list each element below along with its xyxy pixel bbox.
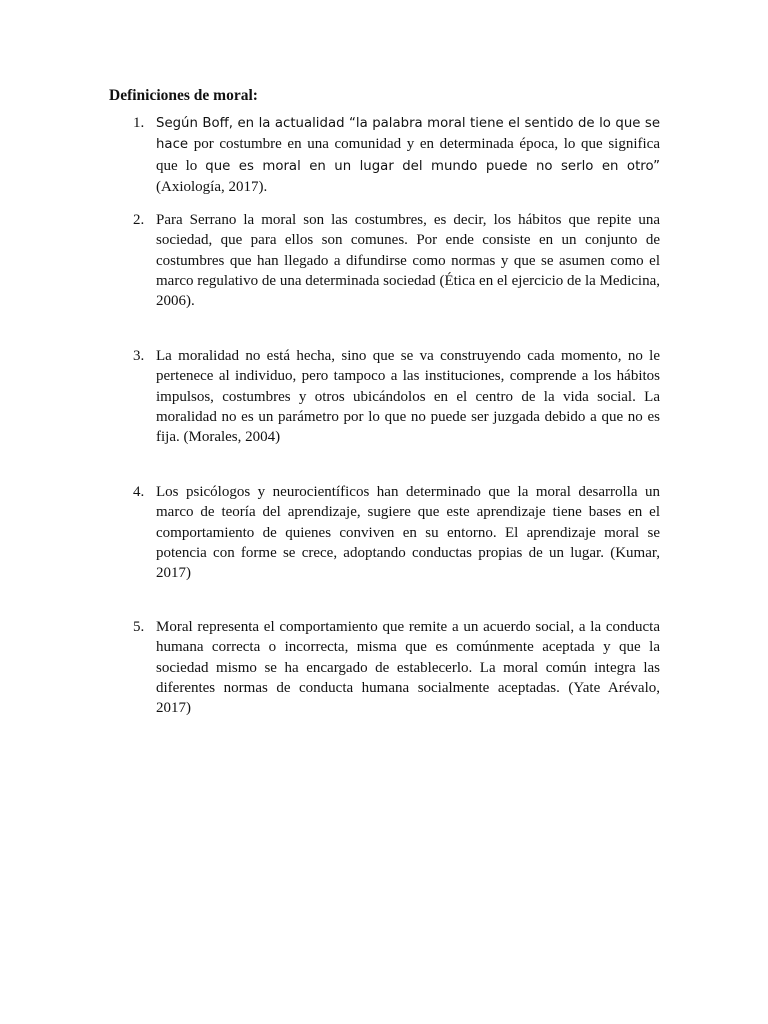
- item-number: 4.: [133, 484, 145, 500]
- definition-item-3: [109, 346, 660, 447]
- item-number: 5.: [133, 619, 145, 635]
- item-number: 1.: [133, 115, 145, 131]
- item-citation: (Axiología, 2017).: [156, 178, 268, 195]
- item-text: Moral representa el comportamiento que remite a un acuerdo social, a la conducta humana correcta o incorrecta, misma que es comúnmente aceptada y que la sociedad mismo se ha encargado de establecerlo. La moral común integra las diferentes normas de conducta humana socialmente aceptadas. (Yate Arévalo, 2017): [156, 619, 660, 717]
- definition-item-5: [109, 617, 660, 718]
- item-text: [156, 113, 660, 197]
- item-text: Los psicólogos y neurocientíficos han determinado que la moral desarrolla un marco de teoría del aprendizaje, sugiere que este aprendizaje tiene bases en el comportamiento de quienes conviven en su entorno. El aprendizaje moral se potencia con forme se crece, adoptando conductas propias de un lugar. (Kumar, 2017): [156, 484, 660, 582]
- item-text-serif-segment: por costumbre en una comunidad y en determinada época, lo que significa que lo: [156, 136, 660, 174]
- item-text: Para Serrano la moral son las costumbres, es decir, los hábitos que repite una sociedad, que para ellos son comunes. Por ende consiste en un conjunto de costumbres que han llegado a difundirse como normas y que se asumen como el marco regulativo de una determinada sociedad (Ética en el ejercicio de la Medicina, 2006).: [156, 212, 660, 310]
- item-number: 3.: [133, 348, 145, 364]
- definition-item-1: [109, 113, 660, 197]
- definition-item-2: [109, 210, 660, 311]
- page-heading: Definiciones de moral:: [109, 87, 258, 104]
- item-number: 2.: [133, 212, 145, 228]
- item-text-sans-segment-2: que es moral en un lugar del mundo puede no serlo en otro”: [205, 158, 661, 174]
- item-text: La moralidad no está hecha, sino que se va construyendo cada momento, no le pertenece al individuo, pero tampoco a las instituciones, comprende a los hábitos impulsos, costumbres y otros ubicándolos en el centro de la vida social. La moralidad no es un parámetro por lo que no puede ser juzgada debido a que no es fija. (Morales, 2004): [156, 348, 660, 446]
- definition-item-4: [109, 482, 660, 583]
- item-text-sans-segment: Según Boff, en la actualidad “la palabra moral tiene el sentido de lo que se hace: [156, 116, 660, 153]
